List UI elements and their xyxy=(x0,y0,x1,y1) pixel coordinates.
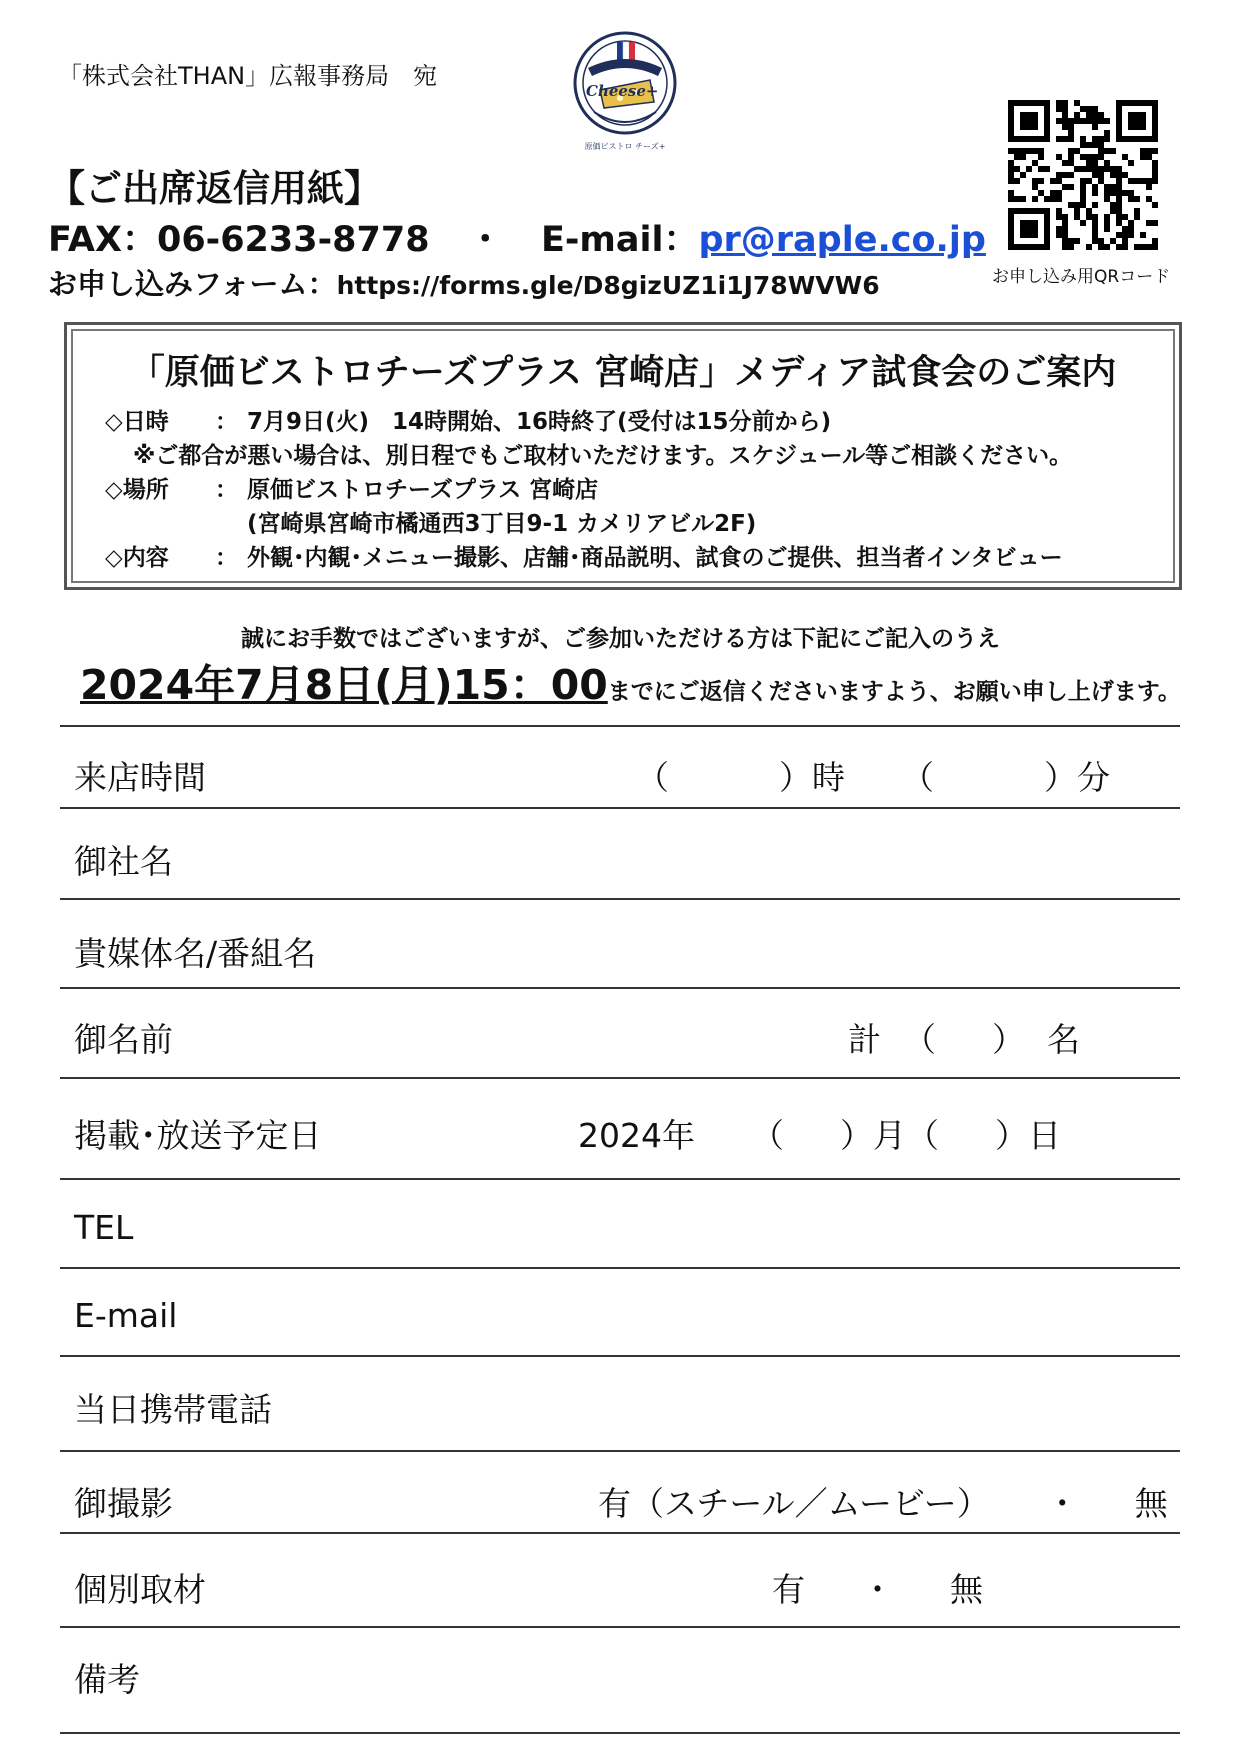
publish-month-close: ）月 xyxy=(839,1116,906,1155)
row-divider xyxy=(60,1732,1180,1734)
visit-time-field[interactable] xyxy=(636,752,1110,799)
event-info-box xyxy=(64,322,1182,590)
publish-date-label: 掲載･放送予定日 xyxy=(74,1116,322,1155)
company-label: 御社名 xyxy=(74,842,173,881)
row-divider xyxy=(60,1450,1180,1452)
shooting-no[interactable]: 無 xyxy=(1134,1484,1168,1523)
row-divider xyxy=(60,1178,1180,1180)
publish-day-open: （ xyxy=(905,1116,939,1155)
count-close: ） xyxy=(992,1020,1025,1059)
form-label: お申し込みフォーム： xyxy=(48,267,337,301)
place-colon: ： xyxy=(215,477,238,503)
bistro-logo xyxy=(570,28,680,160)
total-label: 計 xyxy=(848,1020,881,1059)
qr-code xyxy=(1008,100,1158,250)
shooting-yes[interactable]: 有（スチール／ムービー） xyxy=(598,1484,990,1523)
attendee-count-field[interactable] xyxy=(848,1014,1080,1061)
count-open: （ xyxy=(903,1020,936,1059)
interview-no[interactable]: 無 xyxy=(950,1570,983,1609)
content-value: 外観･内観･メニュー撮影、店舗･商品説明、試食のご提供、担当者インタビュー xyxy=(247,545,1063,571)
visit-hour-close: ）時 xyxy=(779,758,845,797)
visit-minute-open: （ xyxy=(901,758,934,797)
media-label: 貴媒体名/番組名 xyxy=(74,934,317,973)
form-url-line xyxy=(48,262,880,303)
email-field-label: E-mail xyxy=(74,1296,178,1335)
row-divider xyxy=(60,725,1180,727)
interview-yes[interactable]: 有 xyxy=(772,1570,805,1609)
qr-caption: お申し込み用QRコード xyxy=(992,267,1171,287)
shooting-label: 御撮影 xyxy=(74,1484,173,1523)
visit-hour-open: （ xyxy=(636,758,669,797)
event-date xyxy=(105,403,831,436)
publish-day-close: ）日 xyxy=(994,1116,1061,1155)
date-note: ※ご都合が悪い場合は、別日程でもご取材いただけます。スケジュール等ご相談ください。 xyxy=(133,443,1073,469)
row-divider xyxy=(60,1355,1180,1357)
interview-options[interactable] xyxy=(772,1564,983,1611)
shooting-dot: ・ xyxy=(1045,1484,1079,1523)
logo-script-text: Cheese+ xyxy=(586,82,659,100)
contact-line xyxy=(48,212,986,262)
form-url[interactable]: https://forms.gle/D8gizUZ1i1J78WVW6 xyxy=(336,271,880,300)
addressee: 「株式会社THAN」広報事務局 宛 xyxy=(58,62,438,90)
interview-dot: ・ xyxy=(861,1570,894,1609)
content-key: ◇内容 xyxy=(105,545,169,571)
event-title: 「原価ビストロチーズプラス 宮崎店」メディア試食会のご案内 xyxy=(129,353,1117,393)
row-divider xyxy=(60,987,1180,989)
date-value: 7月9日(火) 14時開始、16時終了(受付は15分前から) xyxy=(247,409,832,435)
deadline xyxy=(80,652,1181,711)
row-divider xyxy=(60,1532,1180,1534)
logo-bottom-text: 原価ビストロ チーズ+ xyxy=(584,142,666,151)
tel-label: TEL xyxy=(74,1208,134,1247)
place-address: (宮崎県宮崎市橘通西3丁目9-1 カメリアビル2F) xyxy=(247,511,757,537)
row-divider xyxy=(60,1077,1180,1079)
deadline-notice: 誠にお手数ではございますが、ご参加いただける方は下記にご記入のうえ xyxy=(241,626,1000,652)
email-link[interactable]: pr@raple.co.jp xyxy=(698,220,986,260)
visit-minute-close: ）分 xyxy=(1044,758,1110,797)
deadline-date: 2024年7月8日(月)15：00 xyxy=(80,661,608,709)
visit-time-label: 来店時間 xyxy=(74,758,206,797)
date-colon: ： xyxy=(215,409,238,435)
row-divider xyxy=(60,1267,1180,1269)
event-place xyxy=(105,471,598,504)
fax-number: 06-6233-8778 xyxy=(156,220,430,260)
fax-label: FAX： xyxy=(48,220,157,260)
mobile-label: 当日携帯電話 xyxy=(74,1390,272,1429)
row-divider xyxy=(60,898,1180,900)
count-unit: 名 xyxy=(1047,1020,1080,1059)
form-title: 【ご出席返信用紙】 xyxy=(48,167,381,210)
email-label: E-mail： xyxy=(540,220,699,260)
place-value: 原価ビストロチーズプラス 宮崎店 xyxy=(247,477,599,503)
name-label: 御名前 xyxy=(74,1020,173,1059)
publish-month-open: （ xyxy=(750,1116,784,1155)
contact-separator: ・ xyxy=(467,220,503,260)
interview-label: 個別取材 xyxy=(74,1570,206,1609)
publish-year: 2024年 xyxy=(578,1116,695,1155)
date-key: ◇日時 xyxy=(105,409,169,435)
row-divider xyxy=(60,1626,1180,1628)
shooting-options[interactable] xyxy=(598,1478,1168,1525)
content-colon: ： xyxy=(215,545,238,571)
deadline-rest: までにご返信くださいますよう、お願い申し上げます。 xyxy=(607,679,1181,705)
row-divider xyxy=(60,807,1180,809)
remarks-label: 備考 xyxy=(74,1660,140,1699)
place-key: ◇場所 xyxy=(105,477,169,503)
publish-date-field[interactable] xyxy=(578,1110,1061,1157)
event-content xyxy=(105,539,1063,572)
